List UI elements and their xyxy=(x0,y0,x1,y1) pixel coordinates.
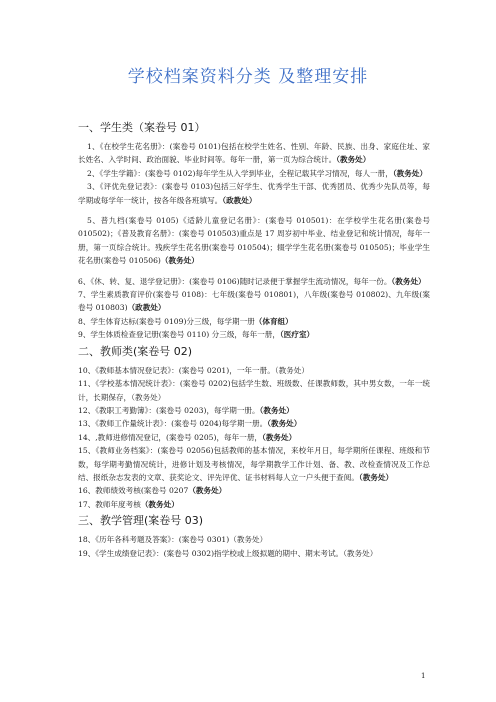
paragraph: 5、普九档(案卷号 0105)《适龄儿童登记名册》：(案卷号 010501)：在学校学生花名册(案卷号 010502)；《普及教育名册》：(案卷号 010503)重点是 17 周岁初中毕业、结业登记和统计情况，每年一册，第一页综合统计。残疾学生花名册(案卷号 010504)；辍学学生花名册(案卷号 010505)；毕业学生花名册(案卷号 010506)（教务处） xyxy=(78,216,430,266)
paragraph: 16、教师绩效考核(案卷号 0207（教务处） xyxy=(78,486,227,496)
paragraph: 14、,教师进修情况登记，(案卷号 0205)，每年一册，（教务处） xyxy=(78,432,297,442)
document-body xyxy=(78,118,430,560)
paragraph: 17、教师年度考核（教务处） xyxy=(78,499,179,509)
page-number: 1 xyxy=(421,672,426,680)
section-heading-teachers: 二、教师类(案卷号 02) xyxy=(78,344,193,358)
paragraph: 8、学生体育达标(案卷号 0109)分三级，每学期一册（体育组） xyxy=(78,316,293,326)
paragraph: 11、《学校基本情况统计表》：(案卷号 0202)包括学生数、班级数、任课教师数，其中男女数，一年一统计，长期保存，（教务处） xyxy=(78,379,430,402)
paragraph: 6、《休、转、复、退学登记册》：(案卷号 0106)随时记录便于掌握学生流动情况，每年一份。（教务处） xyxy=(78,276,426,286)
paragraph: 3、《评优先登记表》：(案卷号 0103)包括三好学生、优秀学生干部、优秀团员、优秀少先队员等，每学期或每学年一统计，按各年级各班填写。（政教处） xyxy=(78,182,430,205)
paragraph: 18、《历年各科考题及答案》：(案卷号 0301)（教务处） xyxy=(78,535,268,545)
paragraph: 1、《在校学生花名册》：(案卷号 0101)包括在校学生姓名、性别、年龄、民族、出身、家庭住址、家长姓名、入学时间、政治面貌、毕业时间等。每年一册，第一页为综合统计。（教务处） xyxy=(78,142,430,165)
paragraph: 15、《教师业务档案》：(案卷号 02056)包括教师的基本情况，来校年月日，每学期所任课程、班级和节数，每学期考勤情况统计，进修计划及考核情况，每学期教学工作计划、备、教、改检查情况及工作总结、报纸杂志发表的文章、获奖论文、评先评优、证书材料每人立一户头便于查阅。（教务处） xyxy=(78,446,430,482)
paragraph: 13、《教师工作量统计表》：(案卷号 0204)每学期一册。（教务处） xyxy=(78,419,302,429)
paragraph: 12、《教职工考勤簿》：(案卷号 0203)，每学期一册。（教务处） xyxy=(78,405,294,415)
paragraph: 7、学生素质教育评价(案卷号 0108)：七年级(案卷号 010801)，八年级(案卷号 010802)、九年级(案卷号 010803)（政教处） xyxy=(78,290,430,313)
section-heading-students: 一、学生类（案卷号 01） xyxy=(78,121,206,134)
section-heading-teaching-management: 三、教学管理(案卷号 03) xyxy=(78,514,204,528)
paragraph: 10、《教师基本情况登记表》：(案卷号 0201)，一年一册。（教务处） xyxy=(78,365,309,375)
paragraph: 2、《学生学籍》：(案卷号 0102)每年学生从入学到毕业，全程记载其学习情况，每人一册，（教务处） xyxy=(87,168,428,178)
paragraph: 19、《学生成绩登记表》：(案卷号 0302)指学校或上级拟题的期中、期末考试。（教务处） xyxy=(78,548,378,558)
page-title: 学校档案资料分类 及整理安排 xyxy=(127,67,369,87)
paragraph: 9、学生体质检查登记册(案卷号 0110) 分三级，每年一册，（医疗室） xyxy=(78,330,315,340)
